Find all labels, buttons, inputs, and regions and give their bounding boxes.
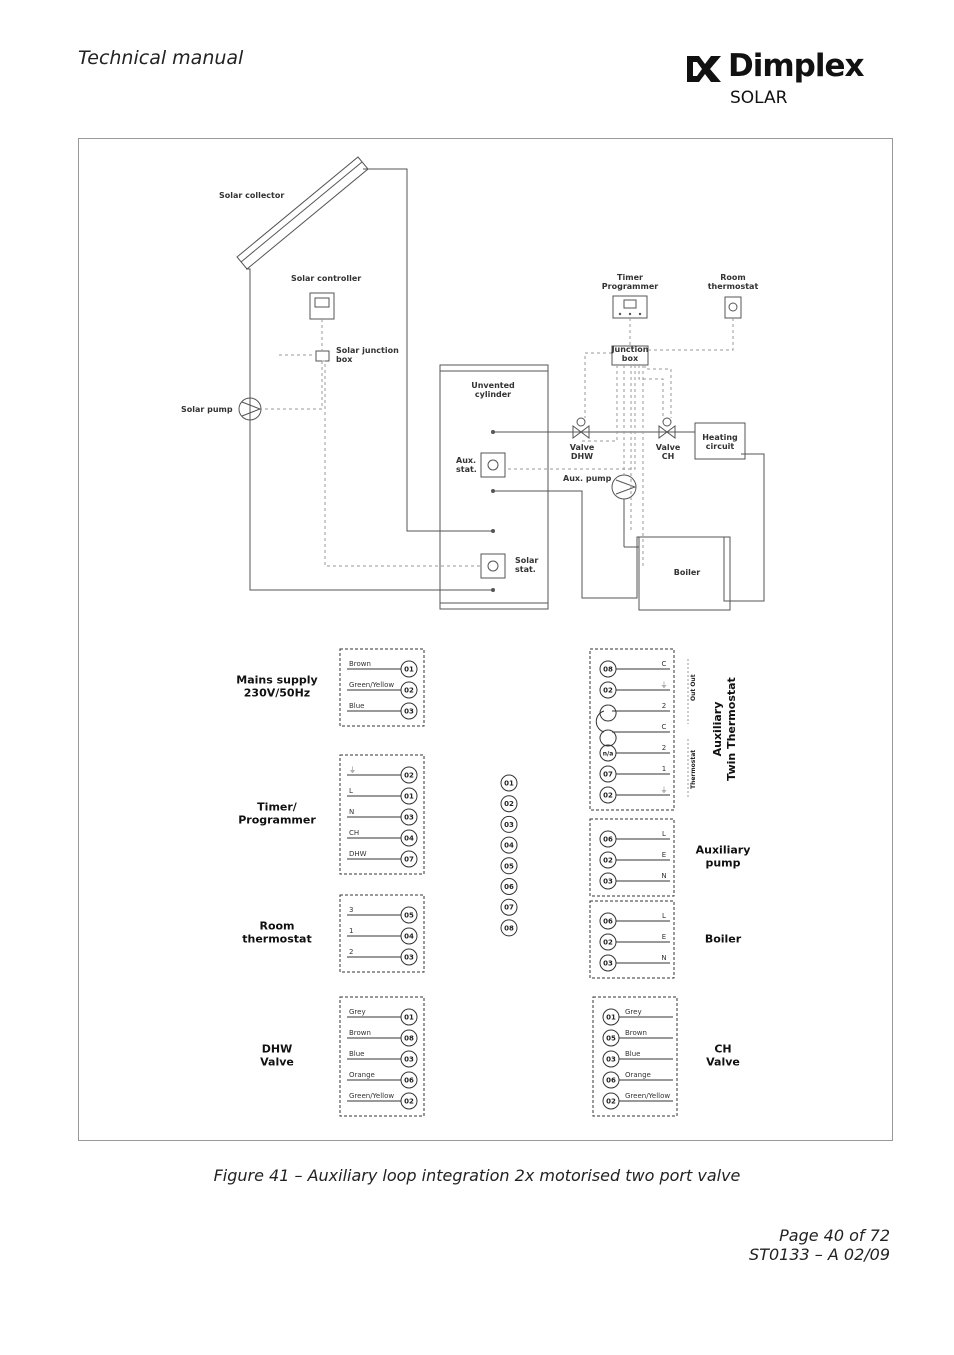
svg-text:06: 06: [404, 1076, 414, 1085]
solar-stat-label: Solar: [515, 556, 539, 565]
terminal: [401, 1009, 417, 1025]
svg-text:03: 03: [606, 1055, 616, 1064]
terminal: [401, 661, 417, 677]
svg-text:02: 02: [404, 686, 414, 695]
svg-text:03: 03: [603, 959, 613, 968]
terminal: [600, 934, 616, 950]
right-block-title: Valve: [706, 1055, 740, 1069]
svg-text:04: 04: [404, 834, 414, 843]
svg-text:01: 01: [404, 665, 414, 674]
wire-label: 1: [661, 765, 667, 773]
svg-text:03: 03: [404, 707, 414, 716]
svg-text:08: 08: [404, 1034, 414, 1043]
center-terminal: [501, 837, 517, 853]
wire-label: 2: [661, 744, 667, 752]
valve-ch-label: CH: [661, 452, 675, 461]
center-terminal: [501, 879, 517, 895]
unvented-cylinder-label: Unvented: [471, 381, 515, 390]
terminal: [600, 831, 616, 847]
brand-logo: [684, 48, 890, 108]
svg-text:02: 02: [603, 856, 613, 865]
wire-label: N: [349, 808, 355, 816]
svg-text:02: 02: [404, 771, 414, 780]
terminal: [603, 1051, 619, 1067]
page-footer: [749, 1226, 890, 1264]
right-terminal-block: [590, 819, 750, 896]
wire-label: Brown: [349, 660, 371, 668]
terminal: [600, 787, 616, 803]
left-block-title: 230V/50Hz: [243, 686, 311, 700]
terminal: [401, 830, 417, 846]
terminal: [401, 1093, 417, 1109]
terminal: [603, 1030, 619, 1046]
terminal: [603, 1093, 619, 1109]
right-terminal-block: [590, 901, 742, 978]
right-block-title: pump: [705, 856, 741, 870]
terminal: [600, 955, 616, 971]
aux-pump-label: Aux. pump: [563, 474, 612, 483]
svg-text:07: 07: [603, 770, 613, 779]
svg-text:02: 02: [606, 1097, 616, 1106]
svg-text:n/a: n/a: [602, 750, 614, 758]
right-block-title: Twin Thermostat: [725, 677, 738, 781]
wire-label: C: [661, 723, 667, 731]
brand-name: Dimplex: [728, 48, 864, 84]
svg-text:02: 02: [603, 686, 613, 695]
terminal: [401, 907, 417, 923]
solar-stat-icon: [481, 554, 505, 578]
terminal: [401, 1051, 417, 1067]
document-title: Technical manual: [78, 47, 244, 69]
solar-stat-label: stat.: [515, 565, 536, 574]
terminal: [401, 682, 417, 698]
aux-pump-icon: [612, 475, 636, 499]
center-terminal: [501, 816, 517, 832]
svg-text:03: 03: [603, 877, 613, 886]
valve-dhw-label: Valve: [569, 443, 595, 452]
side-label: Thermostat: [690, 749, 697, 789]
svg-text:06: 06: [603, 835, 613, 844]
terminal: [401, 788, 417, 804]
wire-label: 2: [661, 702, 667, 710]
svg-text:04: 04: [504, 841, 514, 850]
terminal: [401, 1072, 417, 1088]
wire-label: ⏚: [660, 681, 668, 689]
wire-label: ⏚: [660, 786, 668, 794]
svg-text:02: 02: [603, 791, 613, 800]
terminal: [401, 1030, 417, 1046]
svg-text:03: 03: [404, 813, 414, 822]
svg-text:08: 08: [504, 924, 514, 933]
terminal: [600, 745, 616, 761]
svg-text:05: 05: [606, 1034, 616, 1043]
figure-caption: Figure 41 – Auxiliary loop integration 2x motorised two port valve: [213, 1166, 741, 1185]
center-terminal: [501, 796, 517, 812]
side-label: Out Out: [690, 674, 697, 701]
wire-label: E: [661, 933, 667, 941]
dimplex-logo-icon: [684, 52, 724, 86]
svg-text:07: 07: [504, 903, 514, 912]
heating-circuit-label: Heating: [702, 433, 738, 442]
solar-collector-icon: [237, 157, 368, 269]
right-terminal-block: [590, 649, 738, 810]
wire-label: L: [349, 787, 353, 795]
unvented-cylinder-label: cylinder: [474, 390, 512, 399]
solar-controller-label: Solar controller: [291, 274, 362, 283]
right-block-title: Boiler: [704, 932, 742, 946]
svg-text:05: 05: [404, 911, 414, 920]
wire-label: E: [661, 851, 667, 859]
svg-text:04: 04: [404, 932, 414, 941]
wire-label: ⏚: [349, 766, 356, 774]
brand-subtitle: SOLAR: [730, 88, 788, 108]
boiler-label: Boiler: [673, 568, 701, 577]
svg-text:03: 03: [504, 820, 514, 829]
right-block-title: Auxiliary: [711, 701, 724, 757]
solar-junction-box-icon: [316, 351, 329, 361]
left-block-title: Timer/: [257, 800, 297, 814]
valve-ch-icon: [659, 418, 675, 438]
terminal: [600, 852, 616, 868]
wire-label: 3: [349, 906, 354, 914]
aux-stat-icon: [481, 453, 505, 477]
aux-stat-label: Aux.: [456, 456, 477, 465]
solar-pump-label: Solar pump: [181, 405, 233, 414]
svg-text:01: 01: [404, 792, 414, 801]
svg-text:08: 08: [603, 665, 613, 674]
right-block-title: CH: [714, 1042, 732, 1056]
left-terminal-block: [236, 649, 424, 726]
svg-text:06: 06: [606, 1076, 616, 1085]
center-terminal: [501, 858, 517, 874]
svg-text:03: 03: [404, 953, 414, 962]
valve-dhw-label: DHW: [570, 452, 594, 461]
terminal: [401, 809, 417, 825]
svg-text:02: 02: [603, 938, 613, 947]
wire-label: C: [661, 660, 667, 668]
wire-label: Green/Yellow: [349, 1092, 395, 1100]
terminal: [401, 767, 417, 783]
wire-label: Green/Yellow: [625, 1092, 671, 1100]
svg-text:07: 07: [404, 855, 414, 864]
wiring-diagram: [79, 139, 892, 1140]
wire-label: 2: [349, 948, 354, 956]
document-code: ST0133 – A 02/09: [749, 1245, 890, 1264]
right-block-title: Auxiliary: [695, 843, 751, 857]
wire-label: Orange: [625, 1071, 651, 1079]
page-number: Page 40 of 72: [779, 1226, 890, 1245]
left-block-title: Valve: [260, 1055, 294, 1069]
terminal: [600, 682, 616, 698]
terminal: [401, 928, 417, 944]
wire-label: N: [661, 872, 667, 880]
aux-stat-label: stat.: [456, 465, 477, 474]
left-block-title: DHW: [261, 1042, 293, 1056]
terminal: [401, 949, 417, 965]
terminal: [600, 913, 616, 929]
wire-label: N: [661, 954, 667, 962]
left-terminal-block: [242, 895, 424, 972]
terminal: [600, 766, 616, 782]
wire-label: L: [662, 830, 666, 838]
svg-text:06: 06: [504, 883, 514, 891]
terminal: [401, 703, 417, 719]
wire-label: L: [662, 912, 666, 920]
wire-label: Green/Yellow: [349, 681, 395, 689]
right-terminal-block: [593, 997, 740, 1116]
left-terminal-block: [260, 997, 424, 1116]
room-thermostat-label: Room: [720, 273, 746, 282]
solar-controller-icon: [310, 293, 334, 319]
svg-text:02: 02: [504, 800, 514, 809]
wire-label: Grey: [349, 1008, 366, 1016]
svg-text:02: 02: [404, 1097, 414, 1106]
svg-text:05: 05: [504, 862, 514, 871]
wire-label: Blue: [349, 1050, 365, 1058]
wire-label: Grey: [625, 1008, 642, 1016]
left-block-title: Room: [259, 919, 295, 933]
terminal: [600, 661, 616, 677]
svg-text:01: 01: [404, 1013, 414, 1022]
left-block-title: thermostat: [242, 932, 312, 946]
center-terminal: [501, 920, 517, 936]
wire-label: Blue: [349, 702, 365, 710]
left-block-title: Mains supply: [236, 673, 318, 687]
left-block-title: Programmer: [238, 813, 316, 827]
svg-text:06: 06: [603, 917, 613, 926]
wire-label: Orange: [349, 1071, 375, 1079]
left-terminal-block: [238, 755, 424, 874]
figure-frame: [78, 138, 893, 1141]
wire-label: CH: [349, 829, 360, 837]
junction-box-label: Junction: [611, 345, 649, 354]
svg-text:01: 01: [504, 779, 514, 788]
junction-box-label: box: [621, 354, 639, 363]
heating-circuit-label: circuit: [705, 442, 735, 451]
timer-programmer-label: Timer: [617, 273, 643, 282]
center-terminal: [501, 775, 517, 791]
wire-label: 1: [349, 927, 354, 935]
room-thermostat-label: thermostat: [707, 282, 759, 291]
terminal: [603, 1009, 619, 1025]
svg-text:01: 01: [606, 1013, 616, 1022]
wire-label: DHW: [349, 850, 367, 858]
svg-text:03: 03: [404, 1055, 414, 1064]
room-thermostat-icon: [725, 297, 741, 318]
solar-junction-box-label: box: [336, 355, 353, 364]
terminal: [401, 851, 417, 867]
timer-programmer-label: Programmer: [601, 282, 659, 291]
terminal: [600, 873, 616, 889]
valve-dhw-icon: [573, 418, 589, 438]
wire-label: Blue: [625, 1050, 641, 1058]
solar-junction-box-label: Solar junction: [336, 346, 399, 355]
wire-label: Brown: [349, 1029, 371, 1037]
valve-ch-label: Valve: [655, 443, 681, 452]
wire-label: Brown: [625, 1029, 647, 1037]
center-terminal: [501, 899, 517, 915]
solar-collector-label: Solar collector: [219, 191, 285, 200]
terminal: [603, 1072, 619, 1088]
